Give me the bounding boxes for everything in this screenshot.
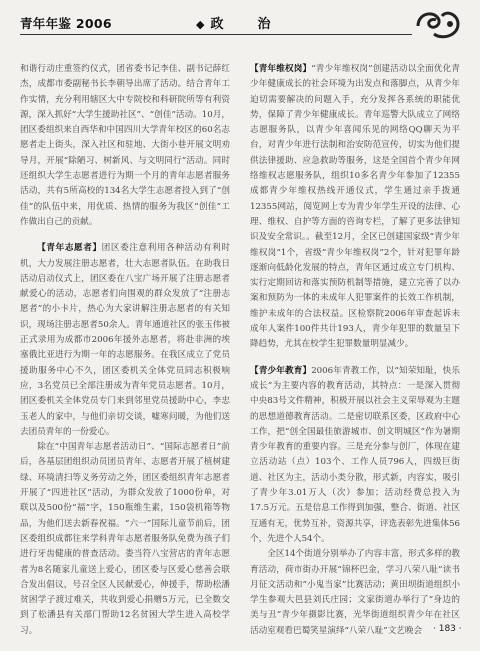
page-number: · 183 · bbox=[433, 624, 462, 634]
journal-title: 青年年鉴 2006 bbox=[20, 16, 112, 31]
paragraph: 除在“中国青年志愿者活动日”、“国际志愿者日”前后，各基层团组织动员团员青年、志愿者开展了植树建绿、环境清扫等义务劳动之外，团区委组织青年志愿者开展了“四进社区”活动，为群众发放了1000份单，对联以及500份“福”字，150瓶维生素，150袋机箱等物品，为他们送去新春祝福。“六一”国际儿童节前后，团区委组织成都往来学科青年志愿者服务队免费为孩子们进行牙齿健康的普查活动。娄当符八宝营店的青年志愿者为8名随家儿童送上爱心，团区委与区爱心慈善会联合发出倡议，号召全区人民献爱心，伸援手，帮助松潘贫困学子渡过难关，共收到爱心捐赠5万元，已全数交到了松潘县有关部门帮助12名贫困大学生进入高校学习。 bbox=[20, 442, 230, 636]
section-title bbox=[196, 13, 271, 32]
section-youth-volunteers bbox=[20, 241, 230, 440]
section-text: 2006年青教工作，以“知荣知耻，快乐成长”为主要内容的教育活动，其特点：一是深入贯彻中央83号文件精神，积极开展以社会主义荣辱观为主题的思想道德教育活动。二是密切联系区委，区政府中心工作，把“创全国最佳旅游城市、创文明城区”作为暑期青少年教育的重要内容。三是充分参与创厂，体现在建立活动站（点）103个、工作人员796人，四级巨街道、社区为主，活动小类分散，形式新，内容实，吸引了青少年3.01万人（次）参加；活动经费总投入为17.5万元。五是信息工作得到加强，整合、街道、社区互通有无，优势互补，资源共享，评选表彰先进集体56个，先进个人54个。 bbox=[250, 365, 460, 544]
section-label: 【青年志愿者】 bbox=[37, 243, 102, 254]
left-column bbox=[20, 62, 230, 639]
right-column bbox=[250, 62, 460, 639]
section-text: 团区委注意利用各种活动有利时机，大力发展注册志愿者，壮大志愿者队伍。在助我日活动启动仪式上，团区委在八宝广场开展了注册志愿者献爱心的活动，志愿者们向围观的群众发放了“注册志愿者”的小卡片，热心为大家讲解注册志愿者的有关知识，现场注册志愿者50余人。青年通道社区的张玉伟被正式录用为成都市2006年援外志愿者，将赴非洲的埃塞俄比亚进行为期一年的志愿服务。在我区成立了党员援助服务中心不久，团区委机关全体党员同志积极响应，3名党员已全部注册成为青年党员志愿者。10月，团区委机关全体党员专门来到邻里党员援助中心，李忠玉老人的家中，与他们亲切交谈，嘘寒问暖，为他们送去团员青年的一份爱心。 bbox=[20, 243, 230, 437]
section-label: 【青年维权岗】 bbox=[250, 64, 312, 74]
section-label: 【青少年教育】 bbox=[250, 365, 312, 376]
section-char-2: 治 bbox=[257, 17, 271, 32]
page-header bbox=[0, 0, 480, 48]
paragraph: 全区14个街道分别举办了内容丰富，形式多样的教育活动，荷市街办开展“锦杯巴金，学习八荣八耻”读书月征文活动和“小鬼当家”比赛活动；黄田坝街道组织小学生参观大邑县刘氏庄园；文家街道办举行了“身边的美与丑”青少年摄影比赛，光华街道组织青少年在社区活动室观看巴蜀笑星演绎“八荣八耻”文艺晚会 bbox=[250, 549, 460, 636]
section-youth-rights bbox=[250, 62, 460, 353]
section-text: “青少年维权岗”创建活动以全面优化青少年健康成长的社会环境为出发点和落脚点，从青少年迫切需要解决的问题入手，充分发挥各系统的职能优势，保障了青少年健康成长。青年巡警大队成立了网络志愿服务队，以青少年喜闻乐见的网络QQ聊天为平台，对青少年进行法制和治安防范宣传，切实为他们提供法律援助、应急救助等服务，这是全国首个青少年网络维权志愿服务队，组织10多名青少年参加了12355成都青少年维权热线开通仪式，学生通过亲手拨通12355网站，阅览网上专为青少年学生开设的法律、心理、维权、自护等方面的咨询专栏，了解了更多法律知识及安全常识。。截至12月，全区已创建国家级“青少年维权岗”1个，省级“青少年维权岗”2个，针对犯罪年龄逐渐向低龄化发展的特点，青年区通过成立专门机构、实行定期回访和落实预防机制等措施，建立完善了以办案和预防为一体的未成年人犯罪案件的长效工作机制，维护未成年的合法权益。区检察院2006年审查起诉未成年人案件100件共计193人，青少年犯罪的数量呈下降趋势，尤其在校学生犯罪数量明显减少。 bbox=[250, 64, 460, 350]
diamond-icon: ◆ bbox=[196, 18, 205, 31]
section-char-1: 政 bbox=[210, 17, 224, 32]
header-rule bbox=[20, 34, 412, 35]
section-youth-education bbox=[250, 364, 460, 548]
paragraph: 和谐行动庄重签约仪式，团省委书记李佳、副书记薛红杰，成都市委副秘书长李朝导出席了活动。结合青年工作实情，充分利用辖区大中专院校和科研院所等有利资源，深入抓好“大学生援助社区”、“创佳”活动。10月，团区委组织来自西华和中国四川大学青年校区的60名志愿者走上街头，深入社区和驻地、大街小巷开展文明劝导月，开展“除陋习、树新风、与文明同行”活动。同时还组织大学生志愿者进行为期一个月的青年志愿者服务活动，共有5所高校的134名大学生志愿者投入到了“创佳”的队伍中来，用优质、热情的服务为我区“创佳”工作做出自己的贡献。 bbox=[20, 64, 230, 227]
swirl-logo-icon bbox=[412, 4, 464, 44]
